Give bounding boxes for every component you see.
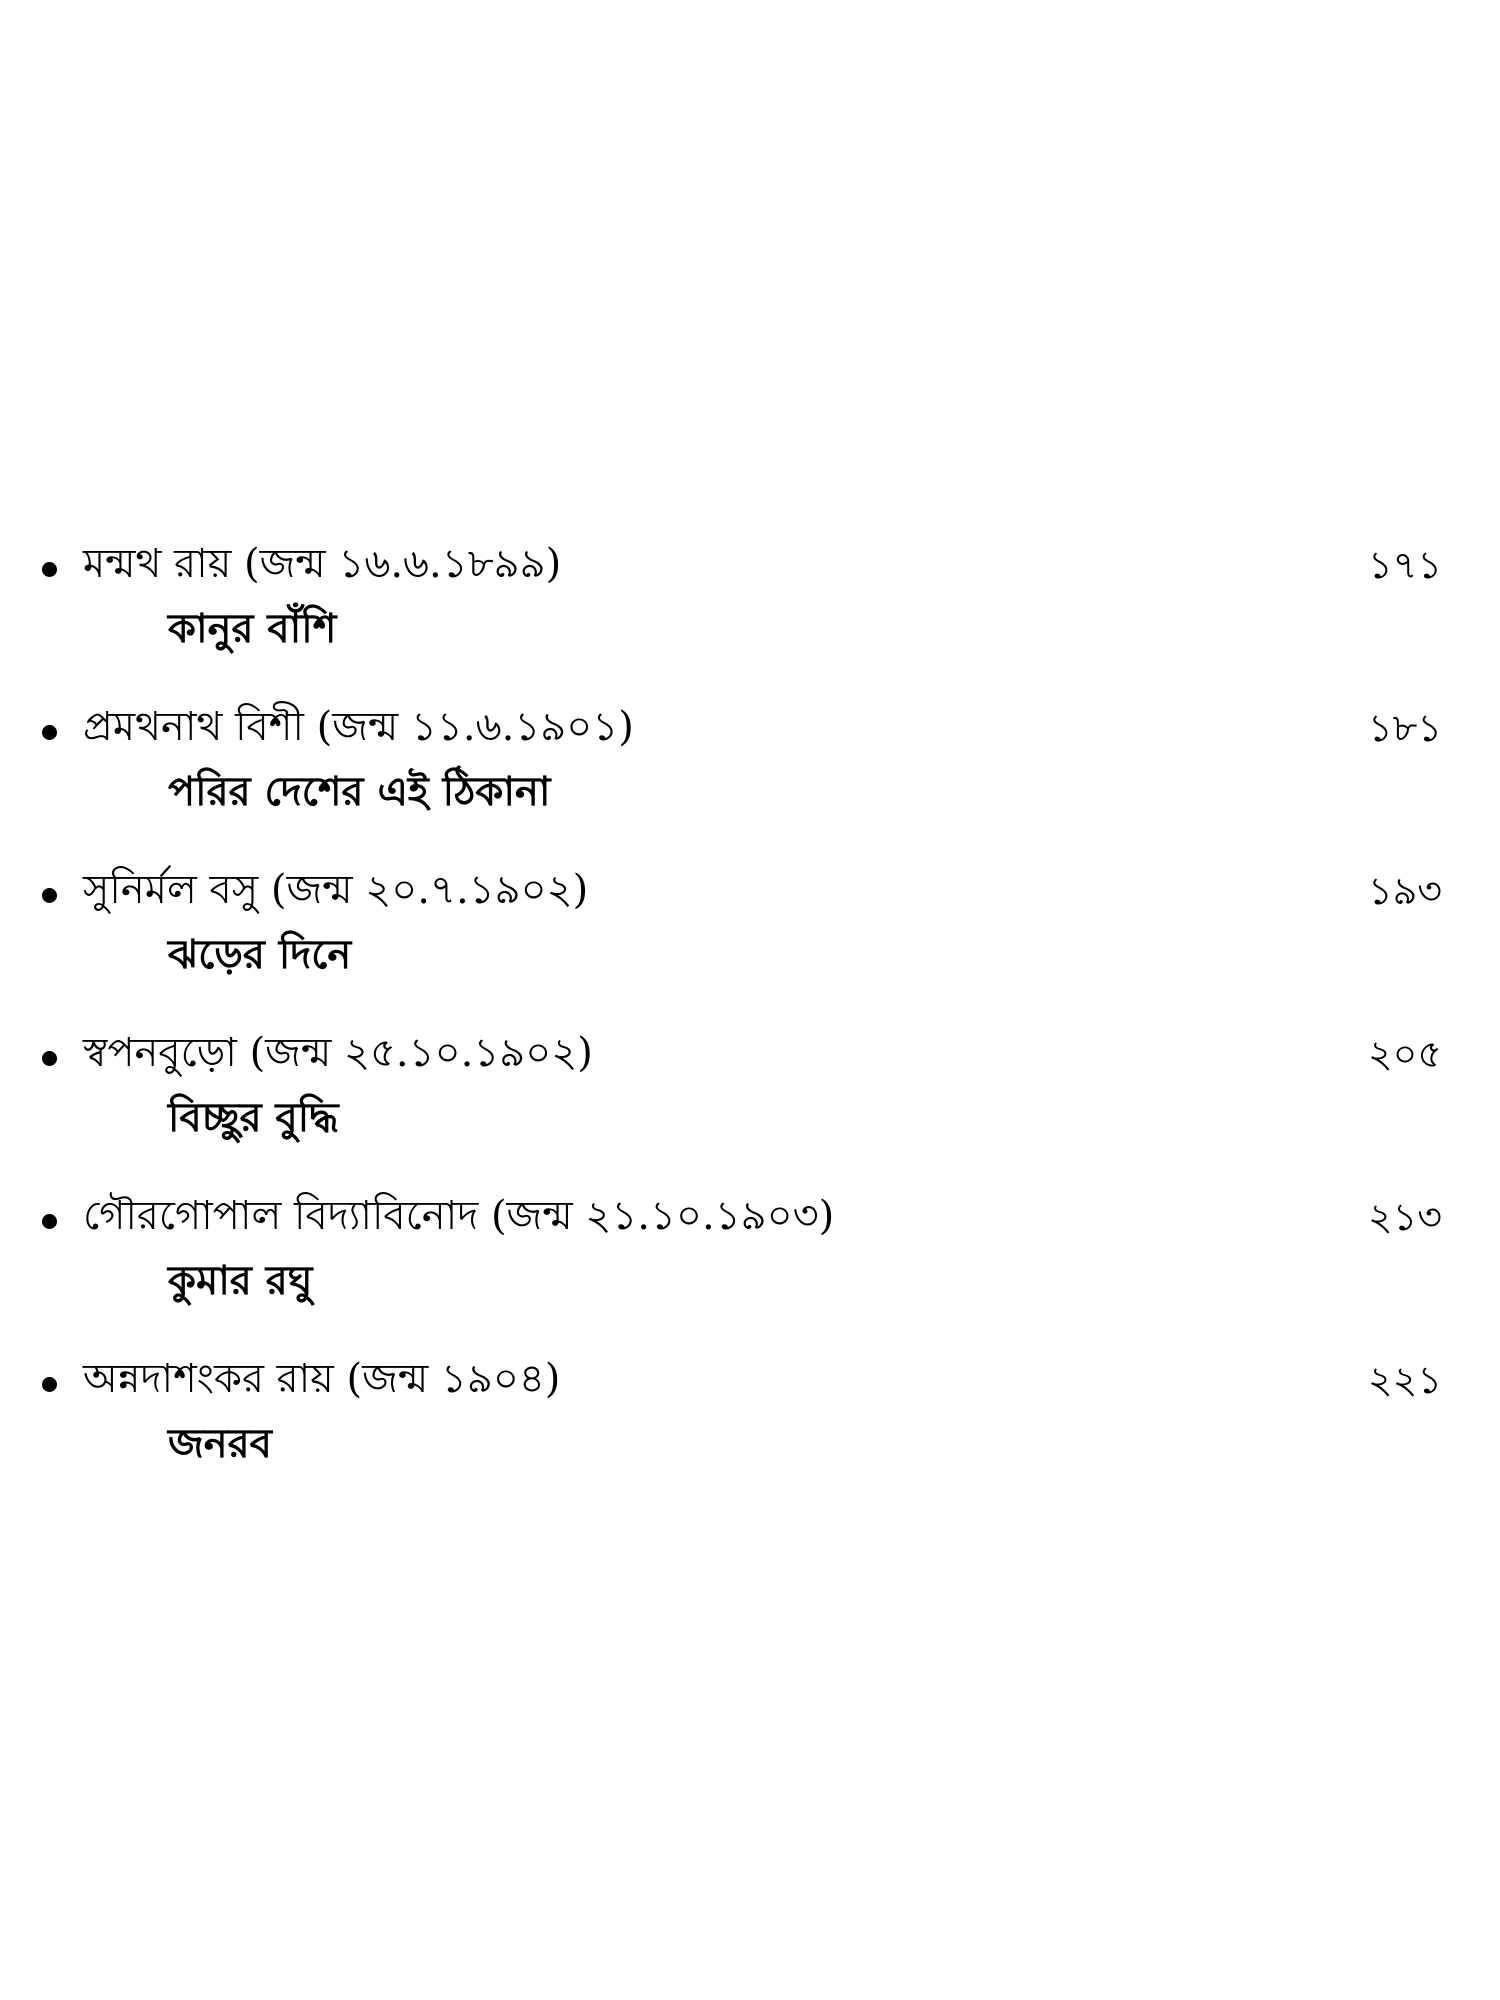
toc-entry	[0, 1187, 1500, 1350]
author-line	[42, 1024, 593, 1084]
author-name: মন্মথ রায় (জন্ম ১৬.৬.১৮৯৯)	[83, 540, 562, 587]
author-name: গৌরগোপাল বিদ্যাবিনোদ (জন্ম ২১.১০.১৯০৩)	[83, 1192, 835, 1239]
page-number: ১৭১	[1367, 543, 1442, 587]
story-title: পরির দেশের এই ঠিকানা	[168, 768, 551, 815]
table-of-contents	[0, 535, 1500, 1513]
author-name: প্রমথনাথ বিশী (জন্ম ১১.৬.১৯০১)	[83, 703, 634, 750]
page-number: ১৯৩	[1367, 869, 1442, 913]
page-number: ২০৫	[1367, 1032, 1442, 1076]
story-title: বিচ্ছুর বুদ্ধি	[168, 1094, 339, 1141]
author-line	[42, 698, 634, 758]
author-line	[42, 1187, 834, 1247]
story-title: কুমার রঘু	[168, 1257, 313, 1304]
story-title: জনরব	[168, 1420, 272, 1467]
author-line	[42, 1350, 560, 1410]
toc-entry	[0, 1350, 1500, 1513]
author-name: স্বপনবুড়ো (জন্ম ২৫.১০.১৯০২)	[83, 1029, 593, 1076]
bullet-icon	[42, 1377, 57, 1392]
toc-entry	[0, 535, 1500, 698]
page-number: ১৮১	[1368, 706, 1442, 750]
author-name: অন্নদাশংকর রায় (জন্ম ১৯০৪)	[83, 1355, 561, 1402]
author-line	[42, 861, 588, 921]
page-number: ২২১	[1367, 1358, 1442, 1402]
bullet-icon	[42, 725, 57, 740]
page-number: ২১৩	[1367, 1195, 1442, 1239]
author-name: সুনির্মল বসু (জন্ম ২০.৭.১৯০২)	[83, 866, 589, 913]
bullet-icon	[42, 1214, 57, 1229]
bullet-icon	[42, 562, 57, 577]
toc-entry	[0, 861, 1500, 1024]
bullet-icon	[42, 1051, 57, 1066]
story-title: কানুর বাঁশি	[168, 605, 337, 652]
toc-entry	[0, 698, 1500, 861]
toc-entry	[0, 1024, 1500, 1187]
story-title: ঝড়ের দিনে	[168, 931, 352, 978]
bullet-icon	[42, 888, 57, 903]
author-line	[42, 535, 561, 595]
